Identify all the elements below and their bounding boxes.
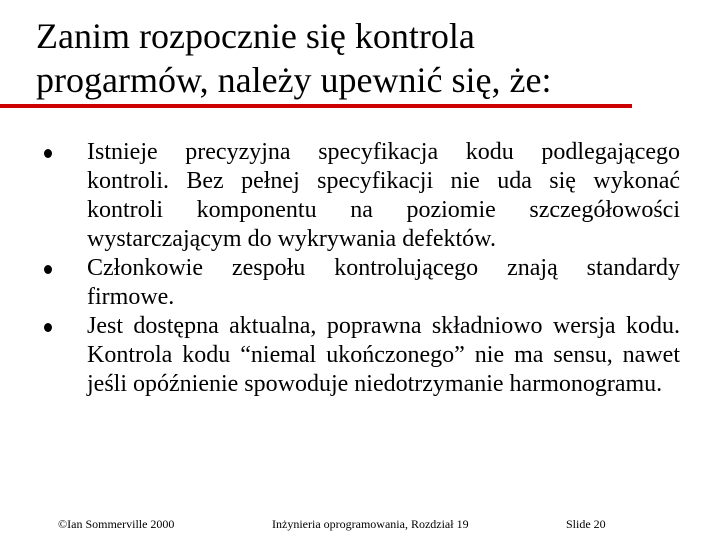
bullet-item-team-standards xyxy=(44,254,680,312)
footer-copyright: ©Ian Sommerville 2000 xyxy=(58,517,175,531)
bullet-item-precise-spec xyxy=(44,138,680,254)
bullet-text: Istnieje precyzyjna specyfikacja kodu podlegającego kontroli. Bez pełnej specyfikacji nie uda się wykonać kontroli komponentu na poziomie szczegółowości wystarczającym do wykrywania defektów. xyxy=(87,139,680,252)
bullet-item-code-version xyxy=(44,312,680,399)
title-line-2: progarmów, należy upewnić się, że: xyxy=(36,60,552,100)
footer-slide-number: Slide 20 xyxy=(566,517,606,531)
title-underline xyxy=(0,104,632,108)
bullet-list xyxy=(44,138,680,399)
bullet-text: Jest dostępna aktualna, poprawna składniowo wersja kodu. Kontrola kodu “niemal ukończonego” nie ma sensu, nawet jeśli opóźnienie spowoduje niedotrzymanie harmonogramu. xyxy=(87,313,680,397)
bullet-dot-icon xyxy=(44,265,52,274)
bullet-text: Członkowie zespołu kontrolującego znają standardy firmowe. xyxy=(87,255,680,310)
footer-course-title: Inżynieria oprogramowania, Rozdział 19 xyxy=(272,517,469,531)
title-line-1: Zanim rozpocznie się kontrola xyxy=(36,16,475,56)
slide-title xyxy=(36,14,676,102)
bullet-dot-icon xyxy=(44,323,52,332)
bullet-dot-icon xyxy=(44,149,52,158)
